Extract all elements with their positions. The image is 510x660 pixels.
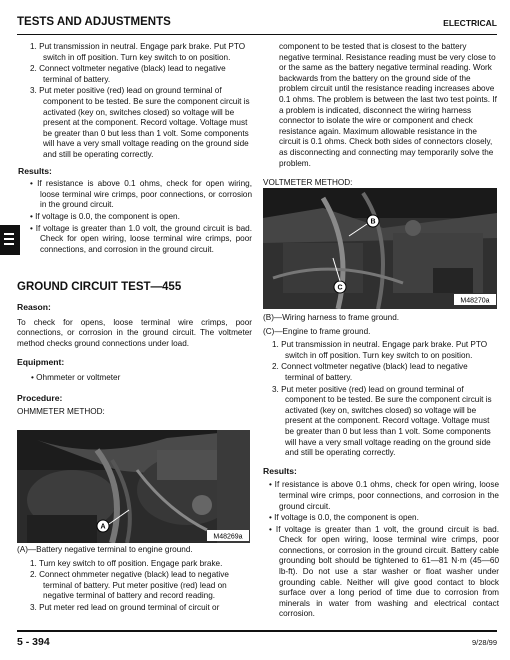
reason-heading: Reason: [17, 302, 51, 312]
result-item: • If resistance is above 0.1 ohms, check for open wiring, loose terminal wire crimps, poor connections, or corrosion in the ground circuit. [30, 179, 252, 210]
reason-text: To check for opens, loose terminal wire crimps, poor connections, or corrosion in the ground circuit. The voltmeter method checks ground connections under load. [17, 317, 252, 348]
frame-ground-photo [263, 188, 497, 309]
results-heading: Results: [18, 165, 52, 176]
voltmeter-method-label: VOLTMETER METHOD: [263, 178, 353, 187]
volt-step-1: 1. Put transmission in neutral. Engage park brake. Put PTO switch in off position. Turn key switch to on position. [272, 340, 488, 360]
procedure-heading: Procedure: [17, 392, 63, 403]
right-column-bottom [263, 313, 499, 621]
caption-b: (B)—Wiring harness to frame ground. [263, 313, 400, 322]
step-2: 2. Connect voltmeter negative (black) lead to negative terminal of battery. [30, 64, 226, 84]
caption-c: (C)—Engine to frame ground. [263, 326, 371, 336]
result-item: • If voltage is greater than 1 volt, the ground circuit is bad. Check for open wiring, loose terminal wire crimps, poor connections, or corrosion in the ground circuit. Battery cable grounding bolt should be tightened to 61—81 N·m (45—60 lb-ft). Do not use a star washer or float washer under grounding cable. Neither will give good contact to block surface over a long period of time due to corrosion from minerals in water from washing and electrical contact corrosion. [269, 524, 499, 619]
image-code: M48269a [213, 533, 243, 541]
image-code: M48270a [460, 297, 490, 305]
result-item: • If resistance is above 0.1 ohms, check for open wiring, loose terminal wire crimps, poor connections, and corrosion in the ground circuit. [269, 480, 499, 511]
ohm-step-2: 2. Connect ohmmeter negative (black) lead to negative terminal of battery. Put meter positive (red) lead on negative terminal of battery and record reading. [30, 570, 229, 601]
volt-step-2: 2. Connect voltmeter negative (black) lead to negative terminal of battery. [272, 362, 468, 382]
callout-a: A [100, 523, 106, 531]
result-item: • If voltage is greater than 1.0 volt, the ground circuit is bad. Check for open wiring, loose terminal wire crimps, poor connections, and corrosion in the ground circuit. [30, 223, 252, 254]
left-column-top [18, 42, 252, 256]
procedure-continuation: component to be tested that is closest to the battery negative terminal. Resistance reading must be very close to or the same as the battery negative terminal reading. Work backwards from the battery on the ground side of the problem circuit until the resistance reading increases above 0.1 ohms. The problem is between the last two test points. If a problem is indicated, disconnect the wiring harness connector to isolate the wire or component and check resistance again. Maximum allowable resistance in the circuit is 0.1 ohms. Check both sides of connectors closely, as disconnecting and connecting may temporarily solve the problem. [279, 42, 497, 168]
callout-c: C [337, 284, 343, 292]
ground-test-body [17, 302, 252, 418]
page-number: 5 - 394 [17, 636, 50, 648]
volt-step-3: 3. Put meter positive (red) lead on ground terminal of component to be tested. Be sure the component circuit is activated (key on, switches closed) so voltage will be present at the component. Record voltage. Voltage must be greater than 0 but less than 1 volt. Some components will have a very small voltage reading on the ground side and still be operating correctly. [272, 384, 492, 458]
footer-date: 9/28/99 [471, 638, 497, 647]
ohmmeter-method-label: OHMMETER METHOD: [17, 407, 105, 417]
ohm-step-3: 3. Put meter red lead on ground terminal of circuit or [30, 602, 220, 612]
photo-a-caption: (A)—Battery negative terminal to engine ground. [17, 545, 193, 554]
footer-rule [17, 630, 497, 632]
page-header [17, 14, 497, 35]
battery-ground-photo [17, 430, 250, 543]
results-heading: Results: [263, 465, 297, 476]
ohm-step-1: 1. Turn key switch to off position. Engage park brake. [30, 558, 223, 568]
ground-test-heading: GROUND CIRCUIT TEST—455 [17, 281, 182, 293]
step-1: 1. Put transmission in neutral. Engage park brake. Put PTO switch in off position. Turn key switch to on position. [30, 42, 246, 62]
result-item: • If voltage is 0.0, the component is open. [30, 211, 180, 221]
equipment-item: • Ohmmeter or voltmeter [31, 372, 121, 382]
section-name: ELECTRICAL [443, 18, 497, 28]
step-3: 3. Put meter positive (red) lead on ground terminal of component to be tested. Be sure the component circuit is activated (key on, switches closed) so voltage will be present at the component. Record voltage. Voltage must be greater than 0 but less than 1 volt. Some components will have a very small voltage reading on the ground side and still be operating correctly. [30, 86, 250, 159]
section-tab-marker [0, 225, 20, 255]
left-column-bottom [17, 545, 252, 615]
result-item: • If voltage is 0.0, the component is open. [269, 513, 419, 523]
right-column-top [279, 42, 499, 169]
callout-b: B [370, 218, 376, 226]
page-title: TESTS AND ADJUSTMENTS [17, 16, 171, 28]
voltmeter-label-wrap [263, 178, 499, 189]
equipment-heading: Equipment: [17, 357, 65, 368]
